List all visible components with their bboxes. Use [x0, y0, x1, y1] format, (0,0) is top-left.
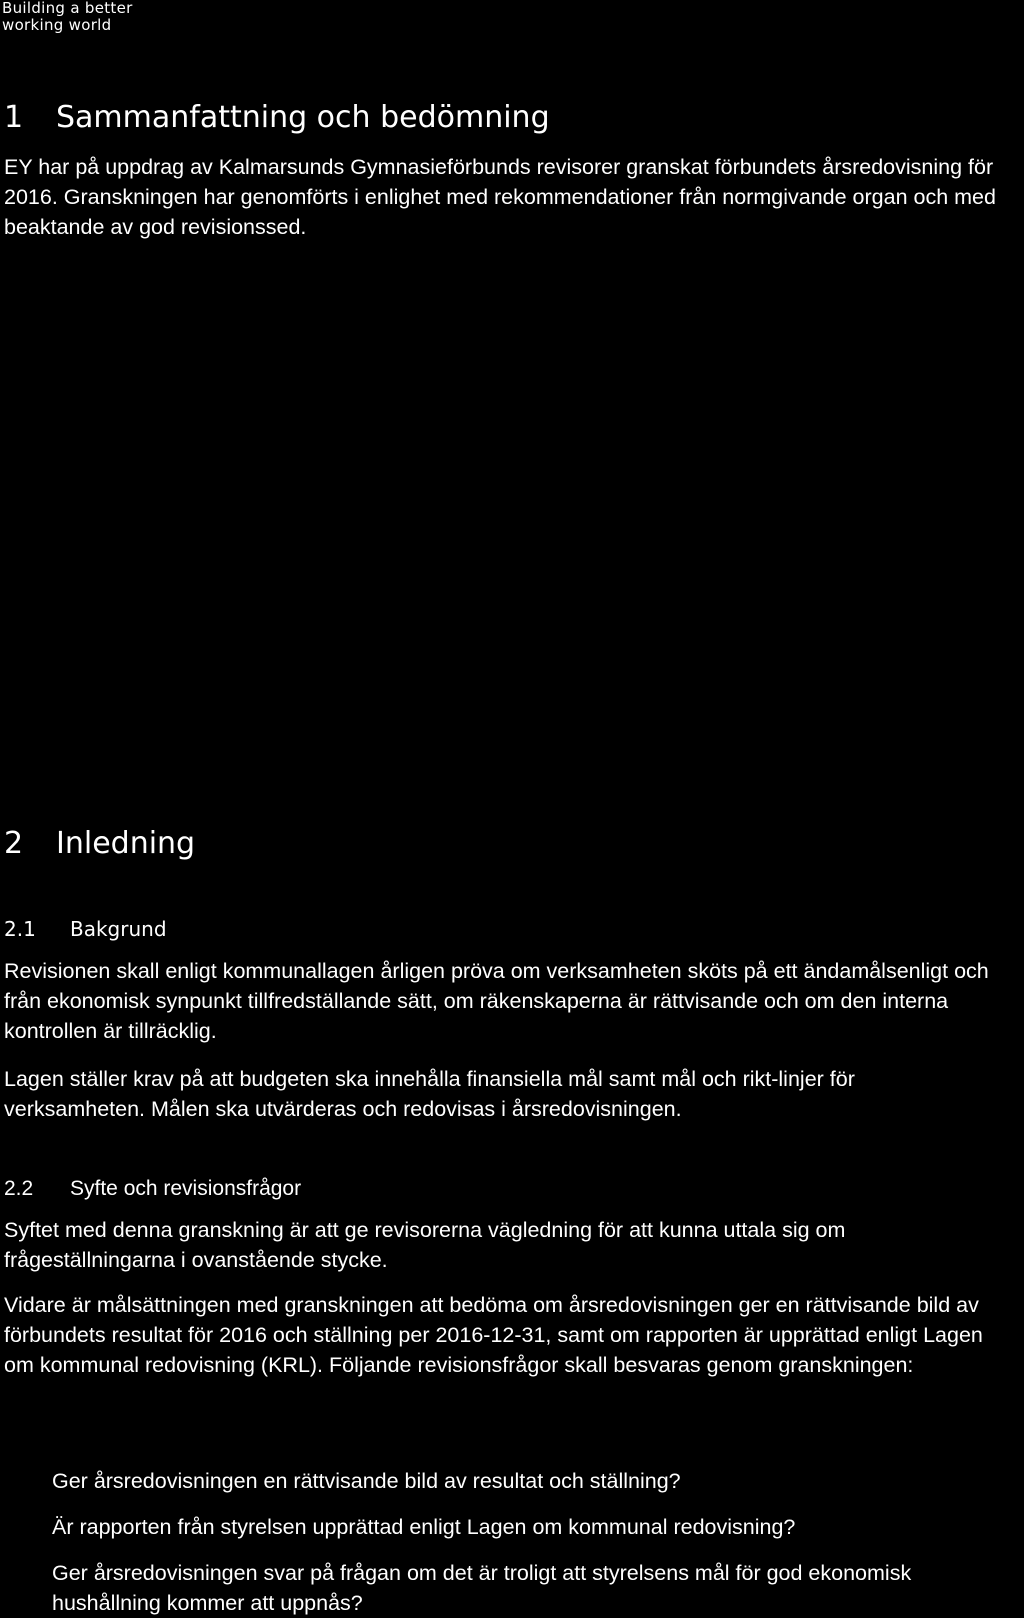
revision-questions-list — [52, 1466, 1012, 1618]
subsection-2-2-title: Syfte och revisionsfrågor — [70, 1177, 302, 1200]
subsection-2-1-title: Bakgrund — [70, 917, 167, 941]
section-1-title: Sammanfattning och bedömning — [56, 100, 550, 135]
section-2-title: Inledning — [56, 826, 196, 861]
section-1-number: 1 — [4, 100, 24, 135]
tagline-line-2: working world — [2, 16, 112, 34]
section-2-heading — [4, 826, 195, 862]
tagline-line-1: Building a better — [2, 0, 133, 17]
list-item: Ger årsredovisningen svar på frågan om det är troligt att styrelsens mål för god ekonomisk hushållning kommer att uppnås? — [52, 1561, 912, 1615]
subsection-2-1-paragraph-2: Lagen ställer krav på att budgeten ska innehålla finansiella mål samt mål och rikt-linjer för verksamheten. Målen ska utvärderas och redovisas i årsredovisningen. — [4, 1067, 855, 1121]
subsection-2-2-heading — [4, 1177, 301, 1201]
subsection-2-1-heading — [4, 917, 167, 941]
subsection-2-1-paragraph-1: Revisionen skall enligt kommunallagen årligen pröva om verksamheten sköts på ett ändamålsenligt och från ekonomisk synpunkt tillfredställande sätt, om räkenskaperna är rättvisande och om den interna kontrollen är tillräcklig. — [4, 959, 989, 1043]
subsection-2-2-paragraph-2: Vidare är målsättningen med granskningen att bedöma om årsredovisningen ger en rättvisande bild av förbundets resultat för 2016 och ställning per 2016-12-31, samt om rapporten är upprättad enligt Lagen om kommunal redovisning (KRL). Följande revisionsfrågor skall besvaras genom granskningen: — [4, 1293, 983, 1377]
section-2-number: 2 — [4, 826, 24, 861]
brand-tagline — [2, 0, 133, 34]
section-1-paragraph: EY har på uppdrag av Kalmarsunds Gymnasieförbunds revisorer granskat förbundets årsredovisning för 2016. Granskningen har genomförts i enlighet med rekommendationer från normgivande organ och med beaktande av god revisionssed. — [4, 155, 996, 239]
list-item: Är rapporten från styrelsen upprättad enligt Lagen om kommunal redovisning? — [52, 1515, 796, 1539]
section-1-heading — [4, 100, 550, 136]
subsection-2-2-number: 2.2 — [4, 1177, 34, 1200]
list-item: Ger årsredovisningen en rättvisande bild av resultat och ställning? — [52, 1469, 681, 1493]
subsection-2-1-number: 2.1 — [4, 917, 36, 941]
subsection-2-2-paragraph-1: Syftet med denna granskning är att ge revisorerna vägledning för att kunna uttala sig om frågeställningarna i ovanstående stycke. — [4, 1218, 846, 1272]
